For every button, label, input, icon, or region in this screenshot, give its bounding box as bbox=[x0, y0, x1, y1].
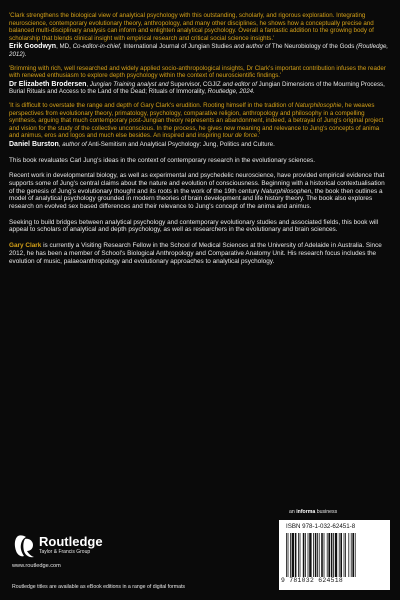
reviewer-name-3: Daniel Burston bbox=[9, 140, 59, 148]
blurb-paragraph-2: Recent work in developmental biology, as well as experimental and psychedelic neuroscience, have provided empirical evidence that supports some of Jung's central claims about the nature and evolution of consciousness. Beginning with a historical contextualisation of the genesis of Jung's evolutionary thought and its roots in the work of the 19th century Naturphilosophen, the book then outlines a model of analytical psychology grounded in modern theories of brain development and life history theory. The book also explores research on evolved sex based differences and their relevance to Jung's concept of the anima and animus. bbox=[9, 172, 385, 211]
reviewer-name-1: Erik Goodwyn bbox=[9, 43, 57, 51]
informa-tagline: an informa business bbox=[289, 509, 338, 515]
publisher-website[interactable]: www.routledge.com bbox=[12, 563, 61, 569]
routledge-logo-icon bbox=[12, 533, 36, 559]
barcode-digits: 9 781032 624518 bbox=[281, 577, 344, 584]
cover-text bbox=[9, 12, 391, 273]
isbn-text: ISBN 978-1-032-62451-8 bbox=[286, 523, 356, 530]
author-bio: Gary Clark is currently a Visiting Research Fellow in the School of Medical Sciences at the University of Adelaide in Australia. Since 2012, he has been a member of School's Biological Anthropology and Comparative Anatomy Unit. His research focus includes the evolution of music, palaeoanthropology and evolutionary approaches to analytical psychology. bbox=[9, 242, 382, 265]
blurb-paragraph-1: This book revaluates Carl Jung's ideas in the context of contemporary research in the evolutionary sciences. bbox=[9, 156, 315, 164]
review-attribution-1: Erik Goodwyn, MD, Co-editor-in-chief, International Journal of Jungian Studies and author of The Neurobiology of the Gods (Routledge, 2012). bbox=[9, 43, 389, 58]
publisher-logo bbox=[12, 533, 103, 559]
review-quote-2: 'Brimming with rich, well researched and widely applied socio-anthropological insights, Dr Clark's important contribution infuses the reader with renewed enthusiasm to explore depth psychology within the context of neuroscientific findings.' bbox=[9, 64, 386, 80]
reviewer-name-2: Dr Elizabeth Brodersen bbox=[9, 80, 87, 88]
blurb-paragraph-3: Seeking to build bridges between analytical psychology and contemporary evolutionary studies and associated fields, this book will appeal to scholars of analytical and depth psychology, as well as researchers in the evolutionary and brain sciences. bbox=[9, 218, 379, 234]
review-attribution-3: Daniel Burston, author of Anti-Semitism and Analytical Psychology: Jung, Politics and Culture. bbox=[9, 140, 275, 148]
barcode-icon bbox=[286, 533, 384, 577]
author-name: Gary Clark bbox=[9, 242, 42, 250]
publisher-group: Taylor & Francis Group bbox=[39, 549, 91, 555]
review-quote-3: 'It is difficult to overstate the range and depth of Gary Clark's erudition. Rooting himself in the tradition of Naturphilosophie, he weaves perspectives from evolutionary theory, primatology, psychology, comparative religion, anthropology and philosophy in a compelling synthesis, arguing that much contemporary post-Jungian theory represents an abandonment, indeed, a betrayal of Jung's original project and vision for the study of the collective unconscious. In the process, he gives new meaning and relevance to Jung's concepts of anima and animus, eros and logos and much else besides. An inspired and inspiring tour de force.' bbox=[9, 101, 384, 140]
review-attribution-2: Dr Elizabeth Brodersen, Jungian Training analyst and Supervisor, CGJIZ and editor of Jungian Dimensions of the Mourning Process, Burial Rituals and Access to the Land of the Dead; Rituals of Immorality, Routledge, 2024. bbox=[9, 80, 385, 96]
review-quote-1: 'Clark strengthens the biological view of analytical psychology with this outstanding, scholarly, and rigorous exploration. Integrating neuroscience, contemporary evolutionary theory, anthropology, and many other disciplines, he shows how a conceptually precise and balanced multi-disciplinary analysis can inform and enlighten analytical psychology. Overall a fantastic addition to the growing body of scholarship that blends clinical insight with empirical research and critical social science insights.' bbox=[9, 12, 374, 42]
barcode-panel bbox=[279, 520, 390, 590]
informa-brand: informa bbox=[296, 509, 316, 515]
ebook-note: Routledge titles are available as eBook editions in a range of digital formats bbox=[12, 584, 186, 590]
publisher-name: Routledge bbox=[39, 534, 103, 549]
